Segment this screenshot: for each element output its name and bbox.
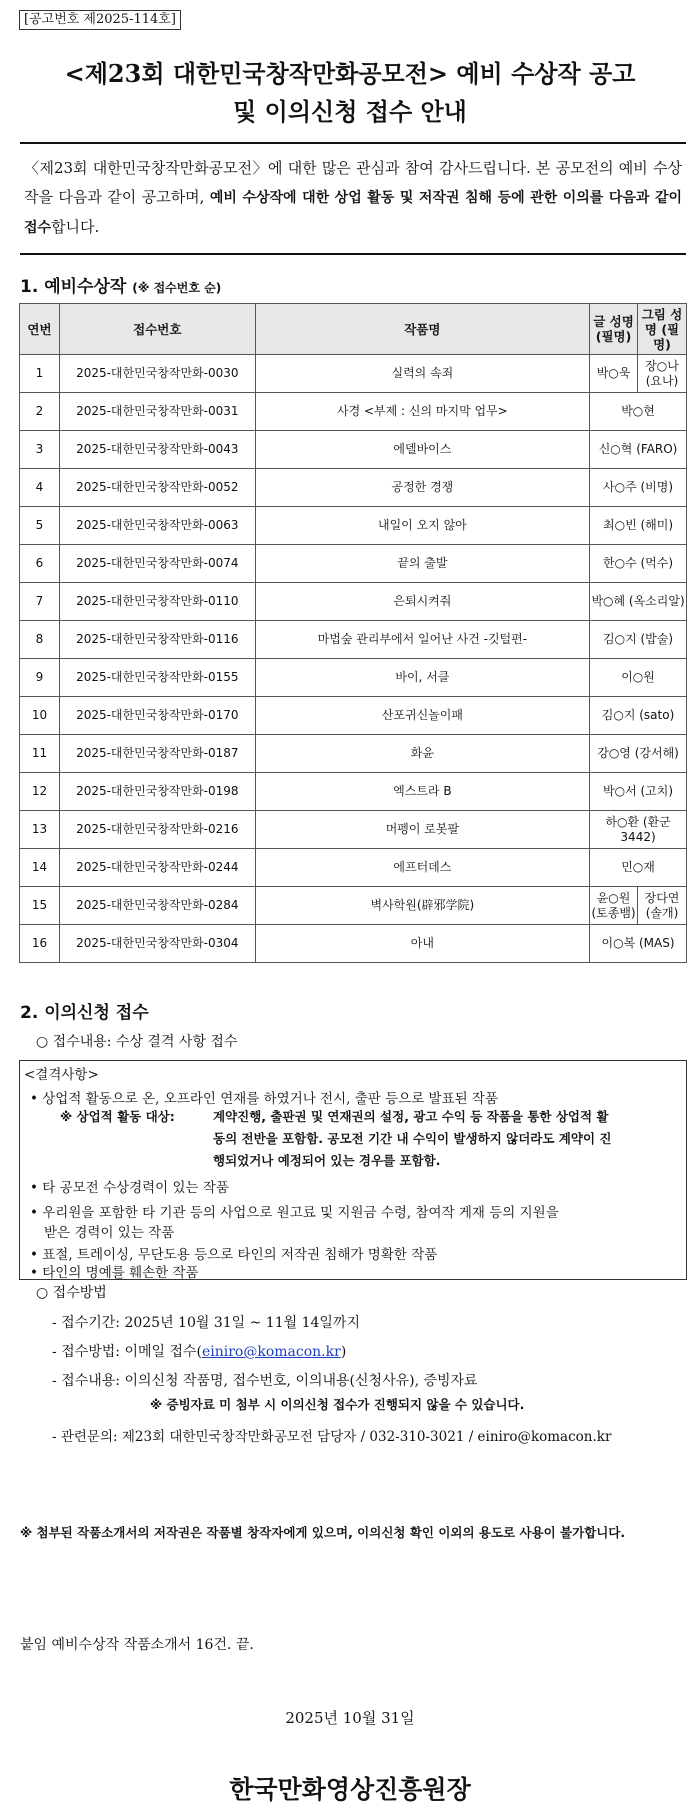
cell-writer: 윤○원 (토종뱀) [590,887,638,925]
cell-registration: 2025-대한민국창작만화-0116 [59,621,255,659]
cell-author: 하○환 (환군3442) [590,811,687,849]
cell-author: 박○혜 (옥소리알) [590,583,687,621]
table-row [20,431,687,469]
cell-work-title: 벽사학원(辟邪学院) [255,887,589,925]
table-row [20,887,687,925]
cell-work-title: 머펭이 로봇팔 [255,811,589,849]
cell-registration: 2025-대한민국창작만화-0304 [59,925,255,963]
cell-work-title: 사경 <부제 : 신의 마지막 업무> [255,393,589,431]
section2-heading: 2. 이의신청 접수 [20,1003,149,1023]
criteria-note-lead: ※ 상업적 활동 대상: [60,1109,175,1124]
cell-no: 7 [20,583,60,621]
cell-author: 한○수 (먹수) [590,545,687,583]
issue-date: 2025년 10월 31일 [285,1709,415,1727]
section1-title: 1. 예비수상작 [20,277,127,297]
criteria-note: 행되었거나 예정되어 있는 경우를 포함함. [213,1153,441,1168]
cell-work-title: 바이, 서클 [255,659,589,697]
cell-no: 6 [20,545,60,583]
cell-no: 10 [20,697,60,735]
cell-no: 5 [20,507,60,545]
header-writer: 글 성명 (필명) [590,304,638,355]
method-item: ○ 접수방법 [36,1285,107,1301]
table-header-row [20,304,687,355]
content-item: ○ 접수내용: 수상 결격 사항 접수 [36,1034,238,1050]
criteria-caption: <결격사항> [24,1067,99,1083]
table-row [20,773,687,811]
cell-registration: 2025-대한민국창작만화-0063 [59,507,255,545]
criteria-item: • 우리원을 포함한 타 기관 등의 사업으로 원고료 및 지원금 수령, 참여작 게재 등의 지원을 [30,1205,559,1221]
criteria-item: • 표절, 트레이싱, 무단도용 등으로 타인의 저작권 침해가 명확한 작품 [30,1247,438,1263]
issuer-name: 한국만화영상진흥원장 [229,1775,471,1804]
cell-work-title: 엑스트라 B [255,773,589,811]
cell-no: 4 [20,469,60,507]
criteria-box [19,1060,687,1280]
table-row [20,735,687,773]
cell-author: 민○재 [590,849,687,887]
cell-registration: 2025-대한민국창작만화-0052 [59,469,255,507]
cell-no: 1 [20,355,60,393]
table-row [20,925,687,963]
header-no: 연번 [20,304,60,355]
cell-author: 사○주 (비명) [590,469,687,507]
attachment-line: 붙임 예비수상작 작품소개서 16건. 끝. [20,1637,254,1653]
cell-registration: 2025-대한민국창작만화-0030 [59,355,255,393]
cell-work-title: 마법숲 관리부에서 일어난 사건 -깃털편- [255,621,589,659]
cell-author: 김○지 (밥술) [590,621,687,659]
table-row [20,393,687,431]
header-artist: 그림 성명 (필명) [638,304,687,355]
table-row [20,507,687,545]
cell-work-title: 실력의 속죄 [255,355,589,393]
cell-registration: 2025-대한민국창작만화-0187 [59,735,255,773]
table-row [20,545,687,583]
cell-no: 14 [20,849,60,887]
cell-registration: 2025-대한민국창작만화-0284 [59,887,255,925]
criteria-item: • 타인의 명예를 훼손한 작품 [30,1265,199,1281]
contents-line: - 접수내용: 이의신청 작품명, 접수번호, 이의내용(신청사유), 증빙자료 [52,1373,478,1389]
cell-registration: 2025-대한민국창작만화-0155 [59,659,255,697]
method-tail: ) [340,1344,347,1360]
page-title-line2: 및 이의신청 접수 안내 [233,97,467,126]
cell-no: 16 [20,925,60,963]
criteria-note: 동의 전반을 포함함. 공모전 기간 내 수익이 발생하지 않더라도 계약이 진 [213,1131,612,1146]
section1-subtitle: (※ 접수번호 순) [132,281,222,295]
header-registration: 접수번호 [59,304,255,355]
cell-work-title: 공정한 경쟁 [255,469,589,507]
cell-author: 최○빈 (해미) [590,507,687,545]
table-row [20,355,687,393]
method-lead: - 접수방법: 이메일 접수( [52,1344,202,1360]
intro-emphasis: 예비 수상작에 대한 상업 활동 및 저작권 침해 등에 관한 이의를 다음과 같이 접수 [24,190,682,236]
section1-heading [20,272,221,297]
page-title: <제23회 대한민국창작만화공모전> 예비 수상작 공고 [64,59,636,88]
cell-registration: 2025-대한민국창작만화-0216 [59,811,255,849]
intro-text: 〈제23회 대한민국창작만화공모전〉에 대한 많은 관심과 참여 감사드립니다. 본 공모전의 예비 수상작을 다음과 같이 공고하며, [24,159,682,206]
cell-registration: 2025-대한민국창작만화-0074 [59,545,255,583]
cell-writer: 박○욱 [590,355,638,393]
table-row [20,811,687,849]
cell-work-title: 에델바이스 [255,431,589,469]
cell-artist: 장다연 (솔개) [638,887,687,925]
table-row [20,659,687,697]
inquiry-line: - 관련문의: 제23회 대한민국창작만화공모전 담당자 / 032-310-3021 / einiro@komacon.kr [52,1429,612,1445]
cell-no: 8 [20,621,60,659]
evidence-note: ※ 증빙자료 미 첨부 시 이의신청 접수가 진행되지 않을 수 있습니다. [150,1397,525,1412]
cell-registration: 2025-대한민국창작만화-0043 [59,431,255,469]
cell-no: 13 [20,811,60,849]
cell-author: 강○영 (강서해) [590,735,687,773]
email-link[interactable]: einiro@komacon.kr [201,1344,341,1360]
method-line [52,1341,346,1361]
cell-no: 3 [20,431,60,469]
criteria-item-cont: 받은 경력이 있는 작품 [44,1225,175,1241]
cell-registration: 2025-대한민국창작만화-0170 [59,697,255,735]
header-work-title: 작품명 [255,304,589,355]
cell-no: 9 [20,659,60,697]
copyright-note: ※ 첨부된 작품소개서의 저작권은 작품별 창작자에게 있으며, 이의신청 확인 이외의 용도로 사용이 불가합니다. [20,1525,626,1540]
cell-no: 15 [20,887,60,925]
cell-registration: 2025-대한민국창작만화-0031 [59,393,255,431]
cell-no: 11 [20,735,60,773]
table-row [20,469,687,507]
cell-work-title: 에프터데스 [255,849,589,887]
cell-work-title: 끝의 출발 [255,545,589,583]
cell-registration: 2025-대한민국창작만화-0110 [59,583,255,621]
cell-work-title: 내일이 오지 않아 [255,507,589,545]
table-row [20,697,687,735]
cell-no: 2 [20,393,60,431]
cell-author: 박○현 [590,393,687,431]
cell-work-title: 은퇴시켜줘 [255,583,589,621]
cell-work-title: 화윤 [255,735,589,773]
intro-text-end: 합니다. [51,218,100,236]
cell-registration: 2025-대한민국창작만화-0244 [59,849,255,887]
table-row [20,849,687,887]
cell-work-title: 산포귀신놀이패 [255,697,589,735]
period-line: - 접수기간: 2025년 10월 31일 ~ 11월 14일까지 [52,1315,360,1331]
awards-table [19,303,687,963]
table-row [20,621,687,659]
intro-paragraph [20,142,686,255]
cell-artist: 장○나 (요나) [638,355,687,393]
cell-no: 12 [20,773,60,811]
cell-author: 박○서 (고치) [590,773,687,811]
cell-author: 신○혁 (FARO) [590,431,687,469]
cell-author: 이○원 [590,659,687,697]
criteria-note: 계약진행, 출판권 및 연재권의 설정, 광고 수익 등 작품을 통한 상업적 활 [213,1109,609,1124]
cell-author: 김○지 (sato) [590,697,687,735]
cell-work-title: 아내 [255,925,589,963]
criteria-item: • 상업적 활동으로 온, 오프라인 연재를 하였거나 전시, 출판 등으로 발표된 작품 [30,1091,499,1107]
cell-author: 이○복 (MAS) [590,925,687,963]
criteria-item: • 타 공모전 수상경력이 있는 작품 [30,1180,229,1196]
notice-number: [공고번호 제2025-114호] [19,10,181,30]
table-row [20,583,687,621]
cell-registration: 2025-대한민국창작만화-0198 [59,773,255,811]
